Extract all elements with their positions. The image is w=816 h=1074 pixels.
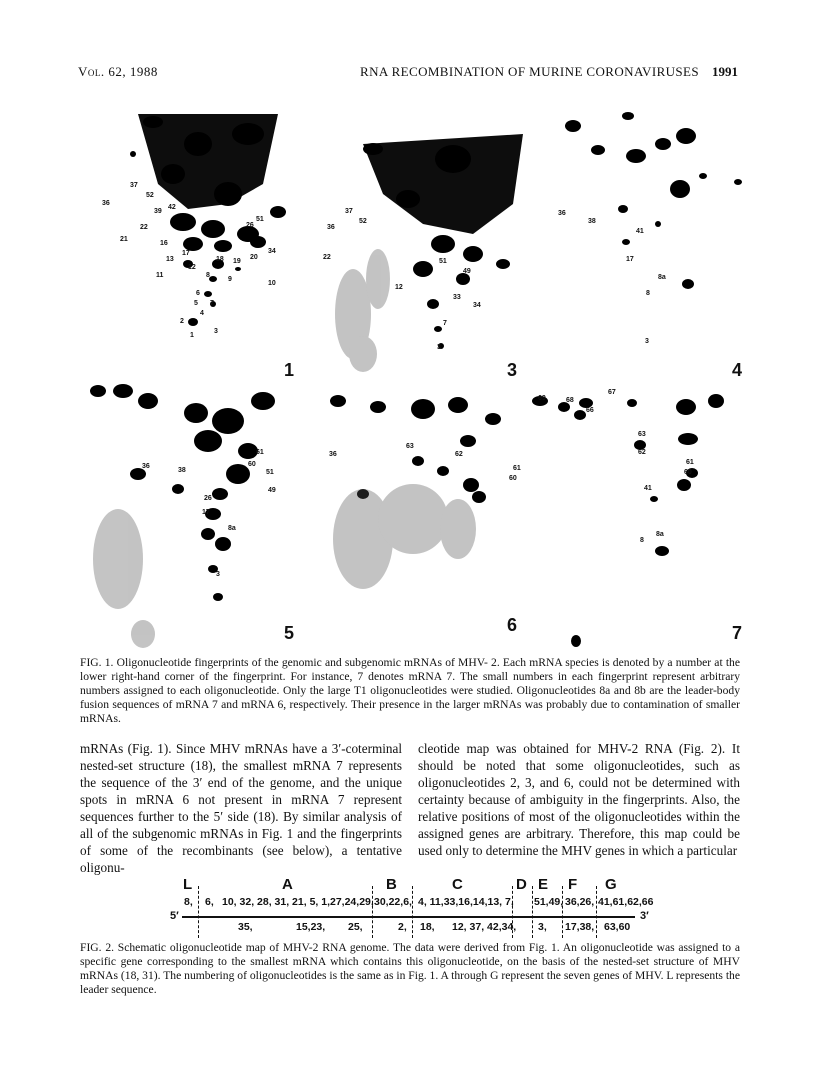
- oligonucleotide-label: 67: [608, 389, 616, 396]
- oligonucleotide-label: 62: [638, 449, 646, 456]
- oligonucleotide-label: 51: [266, 469, 274, 476]
- three-prime-label: 3′: [640, 910, 649, 922]
- gene-label-e: E: [538, 876, 549, 893]
- oligonucleotide-label: 36: [142, 463, 150, 470]
- map-bottom-c1: 18,: [420, 921, 435, 933]
- map-top-c: 4, 11,33,16,14,13, 7,: [418, 896, 514, 908]
- volume-label: Vol. 62, 1988: [78, 64, 158, 79]
- oligonucleotide-label: 1: [190, 332, 194, 339]
- fingerprint-spots-1: [78, 104, 303, 384]
- oligonucleotide-label: 66: [586, 407, 594, 414]
- oligonucleotide-label: 6: [196, 290, 200, 297]
- oligonucleotide-label: 3: [645, 338, 649, 345]
- oligonucleotide-label: 20: [250, 254, 258, 261]
- figure-2-oligonucleotide-map: [160, 876, 660, 938]
- gene-label-c: C: [452, 876, 463, 893]
- gene-label-b: B: [386, 876, 397, 893]
- oligonucleotide-label: 38: [588, 218, 596, 225]
- oligonucleotide-label: 37: [130, 182, 138, 189]
- map-bottom-a1: 35,: [238, 921, 253, 933]
- oligonucleotide-label: 19: [233, 258, 241, 265]
- map-top-f: 36,26,: [565, 896, 595, 908]
- oligonucleotide-label: 36: [558, 210, 566, 217]
- map-bottom-g: 63,60: [604, 921, 631, 933]
- running-title: RNA RECOMBINATION OF MURINE CORONAVIRUSES: [360, 64, 700, 79]
- oligonucleotide-label: 17: [182, 250, 190, 257]
- oligonucleotide-label: 60: [684, 469, 692, 476]
- oligonucleotide-label: 13: [166, 256, 174, 263]
- oligonucleotide-label: 52: [359, 218, 367, 225]
- oligonucleotide-label: 36: [102, 200, 110, 207]
- running-header: [78, 64, 738, 84]
- oligonucleotide-label: 17: [202, 509, 210, 516]
- oligonucleotide-label: 3: [437, 344, 441, 351]
- oligonucleotide-label: 16: [160, 240, 168, 247]
- figure-1-caption: FIG. 1. Oligonucleotide fingerprints of the genomic and subgenomic mRNAs of MHV- 2. Each mRNA species is denoted by a number at the lower right-hand corner of the fingerprint. For instance, 7 denotes mRNA 7. The small numbers in each fingerprint represent arbitrary numbers assigned to each oligonucleotide. Only the large T1 oligonucleotides were studied. Oligonucleotides 8a and 8b are the leader-body fusion sequences of mRNA 7 and mRNA 6, respectively. Their presence in the larger mRNAs was probably due to contamination of smaller mRNAs.: [80, 656, 740, 725]
- oligonucleotide-label: 26: [204, 495, 212, 502]
- gene-label-f: F: [568, 876, 578, 893]
- fingerprint-spots-5: [78, 379, 303, 649]
- oligonucleotide-label: 63: [406, 443, 414, 450]
- oligonucleotide-label: 34: [473, 302, 481, 309]
- map-bottom-a2: 15,23,: [296, 921, 326, 933]
- fingerprint-panel-4: [528, 104, 753, 384]
- oligonucleotide-label: 11: [156, 272, 164, 279]
- oligonucleotide-label: 34: [268, 248, 276, 255]
- oligonucleotide-label: 49: [268, 487, 276, 494]
- body-right-column: cleotide map was obtained for MHV-2 RNA (Fig. 2). It should be noted that some oligonucleotides, such as oligonucleotides 2, 3, and 6, could not be determined with certainty because of ambiguity in the fingerprints. Also, the relative positions of most of the oligonucleotides within the assigned genes are arbitrary. Therefore, this map could be used only to determine the MHV genes in which a particular: [418, 741, 740, 858]
- gene-label-d: D: [516, 876, 527, 893]
- map-bottom-f: 17,38,: [565, 921, 595, 933]
- fingerprint-spots-3: [303, 104, 528, 384]
- oligonucleotide-label: 21: [120, 236, 128, 243]
- oligonucleotide-label: 60: [248, 461, 256, 468]
- gene-boundary-5: [532, 886, 533, 938]
- oligonucleotide-label: 8: [640, 537, 644, 544]
- oligonucleotide-label: 17: [626, 256, 634, 263]
- oligonucleotide-label: 12: [188, 264, 196, 271]
- figure-1-fingerprints: [78, 104, 753, 649]
- oligonucleotide-label: 36: [327, 224, 335, 231]
- oligonucleotide-label: 10: [268, 280, 276, 287]
- five-prime-label: 5′: [170, 910, 179, 922]
- oligonucleotide-label: 39: [154, 208, 162, 215]
- gene-boundary-6: [562, 886, 563, 938]
- oligonucleotide-label: 8: [646, 290, 650, 297]
- oligonucleotide-label: 4: [200, 310, 204, 317]
- panel-number-6: 6: [507, 615, 518, 635]
- oligonucleotide-label: 8a: [656, 531, 664, 538]
- panel-number-5: 5: [284, 623, 295, 643]
- panel-number-3: 3: [507, 360, 518, 380]
- fingerprint-panel-1: [78, 104, 303, 384]
- oligonucleotide-label: 41: [636, 228, 644, 235]
- oligonucleotide-label: 5: [194, 300, 198, 307]
- oligonucleotide-label: 37: [345, 208, 353, 215]
- oligonucleotide-label: 61: [513, 465, 521, 472]
- oligonucleotide-label: 51: [439, 258, 447, 265]
- oligonucleotide-label: 60: [509, 475, 517, 482]
- oligonucleotide-label: 69: [538, 395, 546, 402]
- oligonucleotide-label: 8a: [658, 274, 666, 281]
- panel-number-4: 4: [732, 360, 743, 380]
- fingerprint-panel-7: [528, 379, 753, 649]
- gene-boundary-2: [372, 886, 373, 938]
- oligonucleotide-label: 61: [256, 449, 264, 456]
- gene-label-g: G: [605, 876, 617, 893]
- oligonucleotide-label: 52: [146, 192, 154, 199]
- fingerprint-panel-3: [303, 104, 528, 384]
- oligonucleotide-label: 62: [455, 451, 463, 458]
- oligonucleotide-label: 8: [206, 272, 210, 279]
- oligonucleotide-label: 3: [214, 328, 218, 335]
- gene-boundary-1: [198, 886, 199, 938]
- panel-number-7: 7: [732, 623, 743, 643]
- map-top-b: 30,22,6,: [374, 896, 412, 908]
- map-top-a-start: 6,: [205, 896, 214, 908]
- gene-label-a: A: [282, 876, 293, 893]
- oligonucleotide-label: 9: [228, 276, 232, 283]
- figure-2-caption: FIG. 2. Schematic oligonucleotide map of MHV-2 RNA genome. The data were derived from Fig. 1. An oligonucleotide was assigned to a specific gene corresponding to the smallest mRNA which contains this oligonucleotide, on the basis of the nested-set structure of MHV mRNAs (18, 31). The numbering of oligonucleotides is the same as in Fig. 1. A through G represent the seven genes of MHV. L represents the leader sequence.: [80, 941, 740, 996]
- gene-boundary-3: [412, 886, 413, 938]
- oligonucleotide-label: 38: [178, 467, 186, 474]
- oligonucleotide-label: 36: [329, 451, 337, 458]
- oligonucleotide-label: 26: [246, 222, 254, 229]
- panel-number-1: 1: [284, 360, 295, 380]
- fingerprint-spots-6: [303, 379, 528, 649]
- map-top-e: 51,49,: [534, 896, 564, 908]
- fingerprint-panel-6: [303, 379, 528, 649]
- page-number: 1991: [712, 64, 738, 79]
- fingerprint-panel-5: [78, 379, 303, 649]
- oligonucleotide-label: 41: [644, 485, 652, 492]
- map-bottom-e: 3,: [538, 921, 547, 933]
- body-left-column: mRNAs (Fig. 1). Since MHV mRNAs have a 3′-coterminal nested-set structure (18), the smallest mRNA 7 represents the sequence of the 3′ end of the genome, and the unique spots in mRNA 6 not present in mRNA 7 represent sequences further to the 5′ side (18). By similar analysis of all of the subgenomic mRNAs in Fig. 1 and the fingerprints of some of the recombinants (see below), a tentative oligonu-: [80, 741, 402, 875]
- fingerprint-spots-4: [528, 104, 753, 384]
- map-top-a: 10, 32, 28, 31, 21, 5, 1,27,24,29,: [222, 896, 374, 908]
- gene-boundary-7: [596, 886, 597, 938]
- oligonucleotide-label: 18: [216, 256, 224, 263]
- oligonucleotide-label: 3: [216, 571, 220, 578]
- gene-label-l: L: [183, 876, 193, 893]
- oligonucleotide-label: 7: [210, 300, 214, 307]
- oligonucleotide-label: 51: [256, 216, 264, 223]
- oligonucleotide-label: 2: [180, 318, 184, 325]
- oligonucleotide-label: 42: [168, 204, 176, 211]
- oligonucleotide-label: 7: [443, 320, 447, 327]
- genome-line: [182, 916, 635, 918]
- oligonucleotide-label: 12: [395, 284, 403, 291]
- fingerprint-spots-7: [528, 379, 753, 649]
- oligonucleotide-label: 8a: [228, 525, 236, 532]
- map-bottom-a3: 25,: [348, 921, 363, 933]
- oligonucleotide-label: 61: [686, 459, 694, 466]
- oligonucleotide-label: 22: [323, 254, 331, 261]
- map-top-g: 41,61,62,66: [598, 896, 654, 908]
- oligonucleotide-label: 22: [140, 224, 148, 231]
- map-top-l: 8,: [184, 896, 193, 908]
- map-bottom-b: 2,: [398, 921, 407, 933]
- oligonucleotide-label: 49: [463, 268, 471, 275]
- map-bottom-c2: 12, 37, 42,34,: [452, 921, 517, 933]
- oligonucleotide-label: 33: [453, 294, 461, 301]
- oligonucleotide-label: 63: [638, 431, 646, 438]
- oligonucleotide-label: 68: [566, 397, 574, 404]
